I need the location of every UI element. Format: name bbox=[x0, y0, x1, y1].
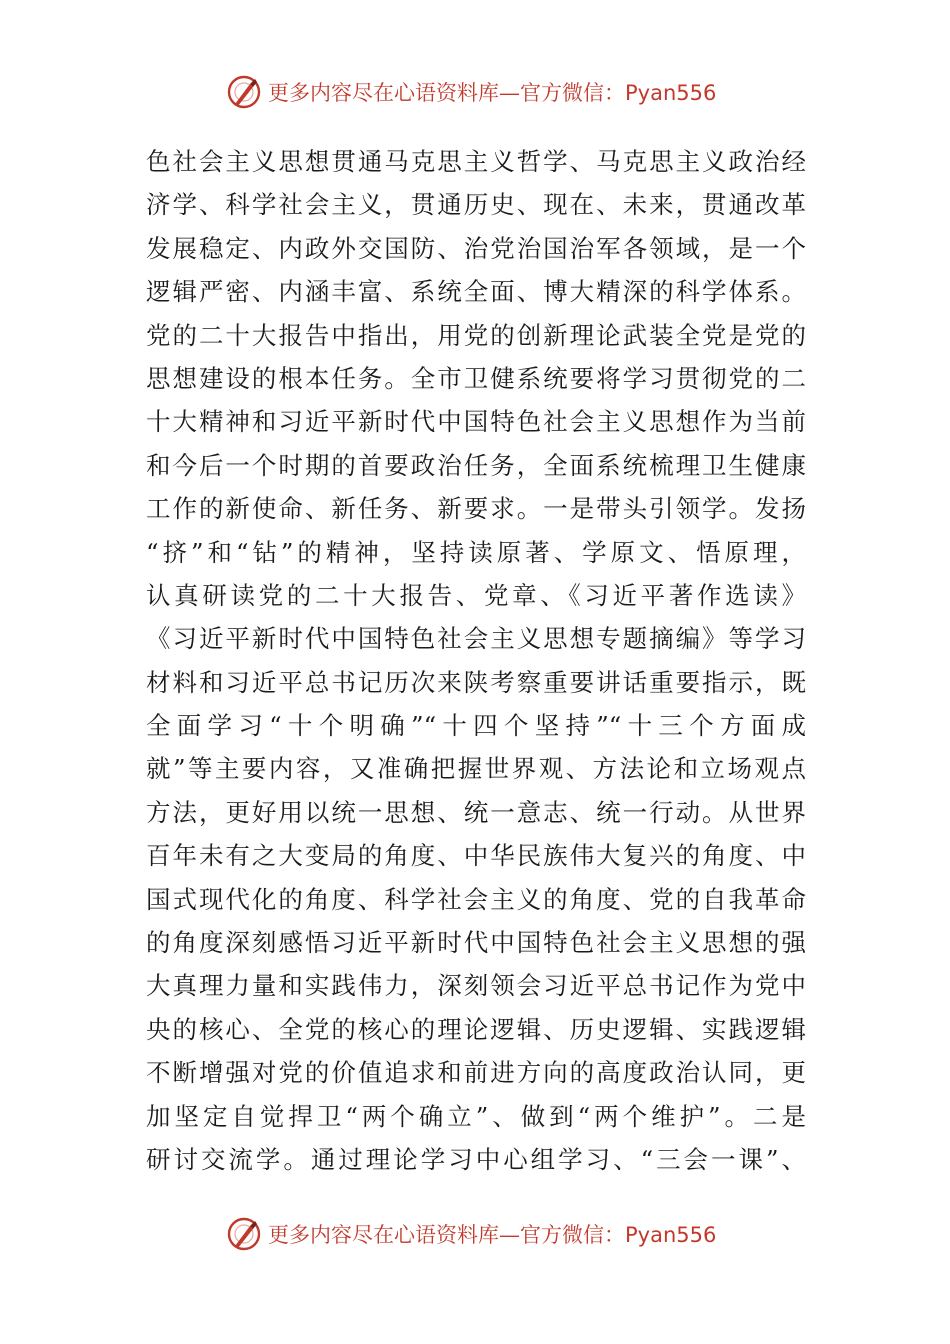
body-line: 材料和习近平总书记历次来陕考察重要讲话重要指示，既 bbox=[146, 667, 806, 697]
body-line: 大真理力量和实践伟力，深刻领会习近平总书记作为党中 bbox=[146, 971, 806, 1001]
header-brand: 更多内容尽在心语资料库 bbox=[268, 81, 499, 105]
body-line: 工作的新使命、新任务、新要求。一是带头引领学。发扬 bbox=[146, 494, 806, 524]
body-line: 十大精神和习近平新时代中国特色社会主义思想作为当前 bbox=[146, 407, 806, 437]
body-line: 的角度深刻感悟习近平新时代中国特色社会主义思想的强 bbox=[146, 928, 806, 958]
body-line: 和今后一个时期的首要政治任务，全面系统梳理卫生健康 bbox=[146, 450, 806, 480]
body-line: 党的二十大报告中指出，用党的创新理论武装全党是党的 bbox=[146, 320, 806, 350]
header-text bbox=[268, 77, 716, 107]
body-line: 百年未有之大变局的角度、中华民族伟大复兴的角度、中 bbox=[146, 841, 806, 871]
body-line: 就”等主要内容，又准确把握世界观、方法论和立场观点 bbox=[146, 754, 806, 784]
body-line: “挤”和“钻”的精神，坚持读原著、学原文、悟原理， bbox=[146, 537, 806, 567]
body-line: 研讨交流学。通过理论学习中心组学习、“三会一课”、 bbox=[146, 1144, 806, 1174]
footer-banner bbox=[226, 1214, 746, 1254]
body-line: 逻辑严密、内涵丰富、系统全面、博大精深的科学体系。 bbox=[146, 277, 806, 307]
body-line: 济学、科学社会主义，贯通历史、现在、未来，贯通改革 bbox=[146, 190, 806, 220]
document-body bbox=[146, 140, 806, 1181]
body-line: 央的核心、全党的核心的理论逻辑、历史逻辑、实践逻辑 bbox=[146, 1014, 806, 1044]
footer-separator: — bbox=[499, 1223, 520, 1247]
body-line: 发展稳定、内政外交国防、治党治国治军各领域，是一个 bbox=[146, 233, 806, 263]
body-line: 色社会主义思想贯通马克思主义哲学、马克思主义政治经 bbox=[146, 147, 806, 176]
body-line: 方法，更好用以统一思想、统一意志、统一行动。从世界 bbox=[146, 797, 806, 827]
header-separator: — bbox=[499, 81, 520, 105]
header-wechat: 官方微信：Pyan556 bbox=[520, 81, 717, 105]
footer-text bbox=[268, 1219, 716, 1249]
body-line: 思想建设的根本任务。全市卫健系统要将学习贯彻党的二 bbox=[146, 363, 806, 393]
body-line: 加坚定自觉捍卫“两个确立”、做到“两个维护”。二是 bbox=[146, 1101, 806, 1131]
footer-brand: 更多内容尽在心语资料库 bbox=[268, 1223, 499, 1247]
pen-logo-icon bbox=[226, 1216, 262, 1252]
body-line: 全面学习“十个明确”“十四个坚持”“十三个方面成 bbox=[146, 711, 806, 741]
pen-logo-icon bbox=[226, 74, 262, 110]
body-line: 认真研读党的二十大报告、党章、《习近平著作选读》 bbox=[146, 580, 806, 610]
footer-wechat: 官方微信：Pyan556 bbox=[520, 1223, 717, 1247]
header-banner bbox=[226, 72, 746, 112]
body-line: 不断增强对党的价值追求和前进方向的高度政治认同，更 bbox=[146, 1058, 806, 1088]
body-line: 《习近平新时代中国特色社会主义思想专题摘编》等学习 bbox=[146, 624, 806, 654]
body-line: 国式现代化的角度、科学社会主义的角度、党的自我革命 bbox=[146, 884, 806, 914]
